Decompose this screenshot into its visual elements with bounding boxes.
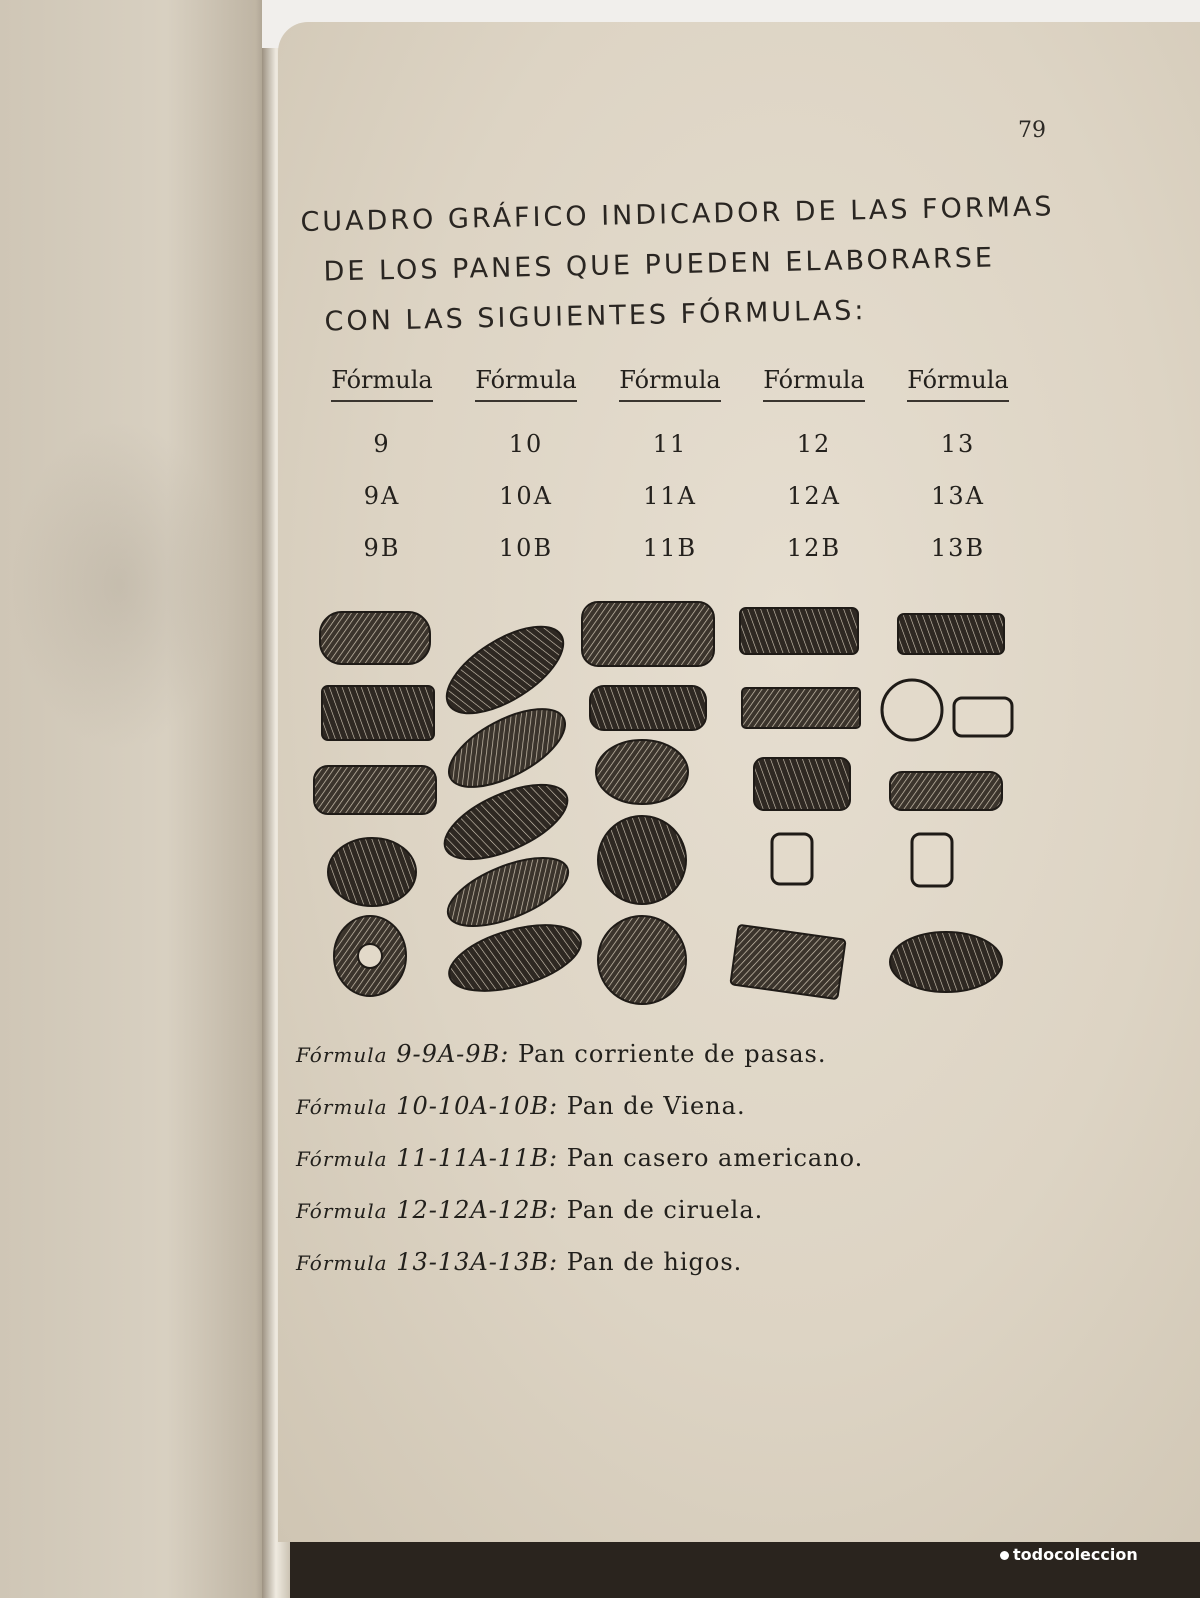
legend-item: Fórmula 10-10A-10B: Pan de Viena. [296, 1092, 746, 1120]
bread-round-icon [598, 816, 686, 904]
left-page [0, 0, 278, 1598]
left-page-stain [10, 420, 230, 750]
bread-loaf-icon [730, 925, 845, 999]
bread-loaf-icon [320, 612, 430, 664]
bread-loaf-icon [740, 608, 858, 654]
legend-item: Fórmula 12-12A-12B: Pan de ciruela. [296, 1196, 764, 1224]
formula-row-a [310, 482, 1030, 510]
formula-row-b [310, 534, 1030, 562]
bread-loaf-icon [898, 614, 1004, 654]
formula-code: 13B [930, 534, 986, 562]
bread-slice-icon [954, 698, 1012, 736]
formula-code: 9B [363, 534, 401, 562]
formula-code: 12 [796, 430, 832, 458]
formula-code: 11 [652, 430, 688, 458]
bread-loaf-icon [582, 602, 714, 666]
formula-code: 10 [508, 430, 544, 458]
formula-row-base [310, 430, 1030, 458]
legend-item: Fórmula 11-11A-11B: Pan casero americano. [296, 1144, 864, 1172]
bread-slice-round-icon [882, 680, 942, 740]
bread-slice-icon [912, 834, 952, 886]
page-number: 79 [1018, 118, 1046, 143]
bread-round-icon [596, 740, 688, 804]
formula-header: Fórmula [310, 366, 454, 402]
bread-slice-icon [772, 834, 812, 884]
bread-loaf-icon [314, 766, 436, 814]
formula-code: 12A [787, 482, 841, 510]
bread-loaf-icon [742, 688, 860, 728]
formula-code: 10B [498, 534, 554, 562]
bread-loaf-icon [890, 772, 1002, 810]
bread-loaf-icon [322, 686, 434, 740]
bread-round-icon [598, 916, 686, 1004]
formula-code: 9A [363, 482, 401, 510]
formula-code: 11B [642, 534, 698, 562]
bread-bun-icon [328, 838, 416, 906]
page-title [300, 182, 1063, 348]
bread-shapes-illustration [300, 590, 1040, 1020]
formula-code: 10A [499, 482, 553, 510]
bread-loaf-icon [754, 758, 850, 810]
formula-header: Fórmula [598, 366, 742, 402]
formula-code: 13 [940, 430, 976, 458]
bread-round-icon [890, 932, 1002, 992]
watermark-dot-icon [1000, 1551, 1009, 1560]
legend-item: Fórmula 13-13A-13B: Pan de higos. [296, 1248, 743, 1276]
formula-code: 12B [786, 534, 842, 562]
formula-legend [296, 1040, 936, 1300]
title-line-1: CUADRO GRÁFICO INDICADOR DE LAS FORMAS [300, 191, 1055, 238]
title-line-2: DE LOS PANES QUE PUEDEN ELABORARSE [323, 242, 996, 288]
formula-header: Fórmula [886, 366, 1030, 402]
formula-code: 13A [931, 482, 985, 510]
formula-code: 11A [643, 482, 697, 510]
title-line-3: CON LAS SIGUIENTES FÓRMULAS: [324, 295, 867, 338]
watermark: todocoleccion [1000, 1545, 1138, 1564]
formula-code: 9 [373, 430, 391, 458]
formula-header: Fórmula [454, 366, 598, 402]
bread-loaf-icon [590, 686, 706, 730]
formula-headers [310, 366, 1030, 402]
formula-header: Fórmula [742, 366, 886, 402]
legend-item: Fórmula 9-9A-9B: Pan corriente de pasas. [296, 1040, 827, 1068]
